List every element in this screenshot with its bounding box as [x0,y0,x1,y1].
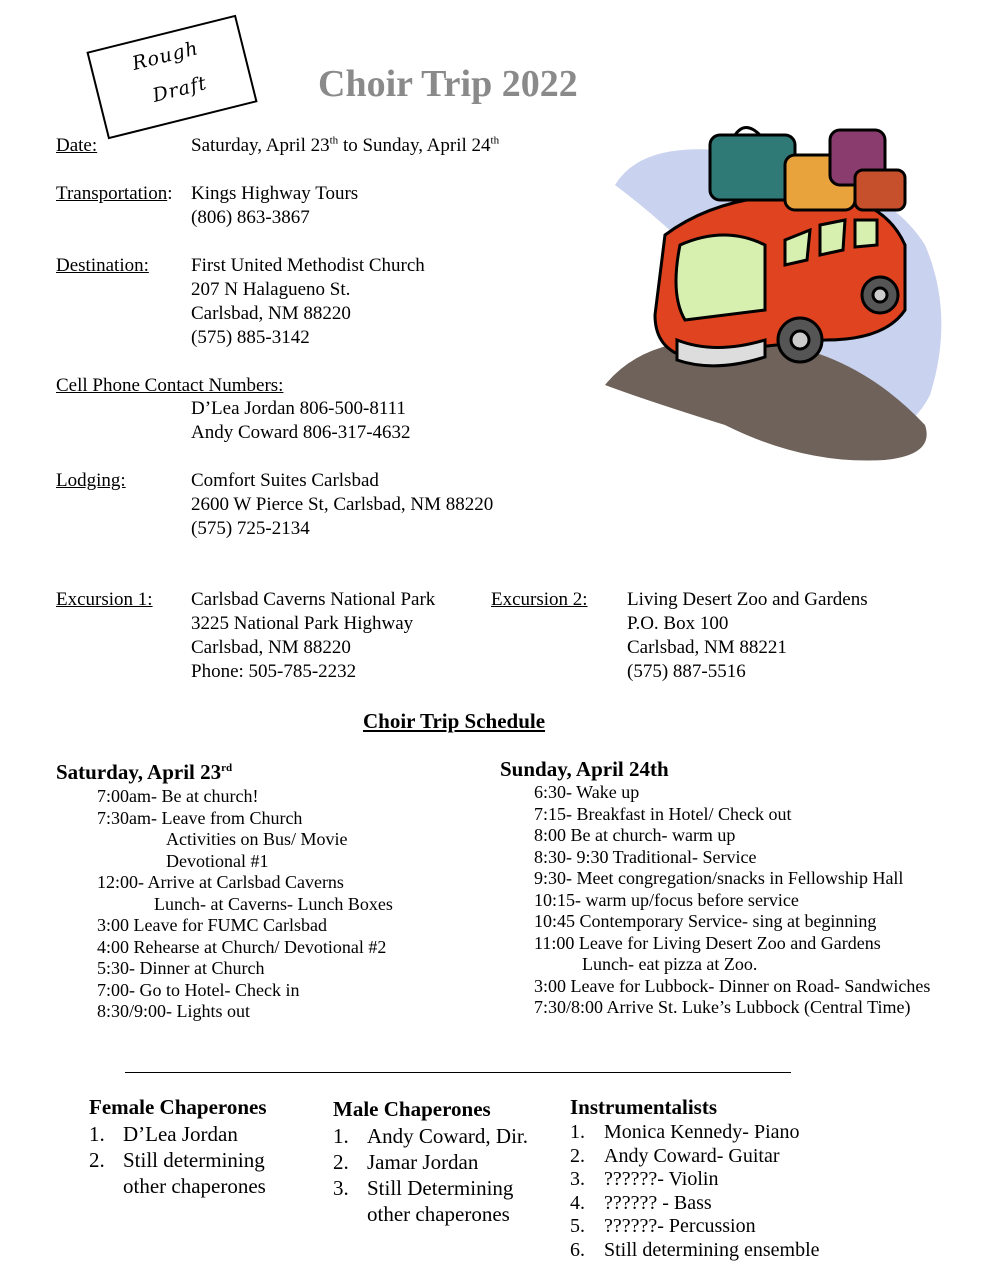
transportation-phone: (806) 863-3867 [191,207,310,228]
schedule-item: 11:00 Leave for Living Desert Zoo and Gardens [534,932,881,953]
saturday-schedule [97,786,393,1023]
list-item: other chaperones [123,1174,266,1198]
list-item: other chaperones [367,1202,510,1226]
instrumentalists-heading: Instrumentalists [570,1095,718,1119]
transportation-label: Transportation: [56,183,173,204]
female-chaperones-list [89,1121,266,1199]
address-line: Carlsbad, NM 88220 [191,303,351,324]
lodging-address [191,469,493,541]
schedule-item: 6:30- Wake up [534,782,640,802]
schedule-item: 5:30- Dinner at Church [97,958,265,978]
schedule-item: 10:45 Contemporary Service- sing at beginning [534,911,877,931]
excursion-2-address [627,588,868,684]
schedule-item: 12:00- Arrive at Carlsbad Caverns [97,872,344,892]
contacts-label: Cell Phone Contact Numbers: [56,375,284,396]
address-line: First United Methodist Church [191,255,425,276]
excursion-line: (575) 887-5516 [627,661,746,682]
excursion-line: P.O. Box 100 [627,613,729,634]
lodging-line: Comfort Suites Carlsbad [191,470,379,491]
list-item: 1. D’Lea Jordan [89,1122,238,1146]
excursion-line: Carlsbad Caverns National Park [191,589,436,610]
schedule-item: 3:00 Leave for FUMC Carlsbad [97,915,327,935]
female-chaperones-heading: Female Chaperones [89,1095,267,1119]
date-label: Date: [56,135,98,156]
male-chaperones-list [333,1123,528,1227]
destination-address [191,254,425,350]
lodging-line: 2600 W Pierce St, Carlsbad, NM 88220 [191,494,494,515]
contacts-list [191,397,411,445]
contact-line: D’Lea Jordan 806-500-8111 [191,398,406,419]
sunday-schedule [534,782,930,1019]
schedule-item: 10:15- warm up/focus before service [534,889,799,910]
date-value: Saturday, April 23th to Sunday, April 24th [191,134,500,156]
schedule-subitem: Activities on Bus/ Movie [166,829,348,849]
schedule-item: 7:00- Go to Hotel- Check in [97,979,300,1000]
schedule-subitem: Devotional #1 [166,850,269,871]
male-chaperones-heading: Male Chaperones [333,1097,491,1121]
schedule-item: 4:00 Rehearse at Church/ Devotional #2 [97,936,387,957]
list-item: 3. ??????- Violin [570,1168,719,1190]
rough-draft-stamp [86,15,257,140]
page-title: Choir Trip 2022 [318,63,578,105]
excursion-1-label: Excursion 1: [56,589,153,610]
schedule-item: 3:00 Leave for Lubbock- Dinner on Road- Sandwiches [534,975,931,996]
sunday-heading: Sunday, April 24th [500,757,669,781]
schedule-subitem: Lunch- eat pizza at Zoo. [582,954,758,974]
schedule-item: 7:00am- Be at church! [97,786,259,806]
instrumentalists-list [570,1121,820,1262]
list-item: 4. ?????? - Bass [570,1191,712,1214]
schedule-item: 7:30am- Leave from Church [97,807,303,828]
divider-line [125,1072,791,1073]
list-item: 5. ??????- Percussion [570,1215,756,1237]
schedule-title: Choir Trip Schedule [363,709,546,733]
list-item: 1. Monica Kennedy- Piano [570,1121,800,1143]
list-item: 2. Jamar Jordan [333,1150,479,1174]
bus-illustration [585,95,955,465]
address-line: 207 N Halagueno St. [191,279,351,300]
schedule-item: 8:30/9:00- Lights out [97,1001,250,1021]
schedule-item: 7:30/8:00 Arrive St. Luke’s Lubbock (Central Time) [534,997,911,1017]
list-item: 6. Still determining ensemble [570,1238,820,1261]
schedule-item: 8:30- 9:30 Traditional- Service [534,846,757,867]
schedule-item: 7:15- Breakfast in Hotel/ Check out [534,803,792,824]
list-item: 2. Still determining [89,1148,265,1172]
transportation-name: Kings Highway Tours [191,183,359,204]
excursion-line: Living Desert Zoo and Gardens [627,589,868,610]
list-item: 3. Still Determining [333,1176,514,1200]
stamp-line-1: Rough [130,37,201,75]
excursion-2-label: Excursion 2: [491,589,588,610]
list-item: 1. Andy Coward, Dir. [333,1124,528,1148]
schedule-item: 9:30- Meet congregation/snacks in Fellowship Hall [534,868,904,888]
address-line: (575) 885-3142 [191,327,310,348]
saturday-heading: Saturday, April 23rd [56,760,233,784]
excursion-line: Carlsbad, NM 88220 [191,637,351,658]
lodging-label: Lodging: [56,470,126,491]
excursion-line: Carlsbad, NM 88221 [627,637,787,658]
stamp-line-2: Draft [150,72,210,107]
schedule-item: 8:00 Be at church- warm up [534,825,736,845]
list-item: 2. Andy Coward- Guitar [570,1144,780,1167]
excursion-1-address [191,588,435,684]
destination-label: Destination: [56,255,149,276]
schedule-subitem: Lunch- at Caverns- Lunch Boxes [154,893,393,914]
contact-line: Andy Coward 806-317-4632 [191,422,411,443]
excursion-line: Phone: 505-785-2232 [191,661,357,682]
excursion-line: 3225 National Park Highway [191,613,414,634]
lodging-line: (575) 725-2134 [191,518,310,539]
